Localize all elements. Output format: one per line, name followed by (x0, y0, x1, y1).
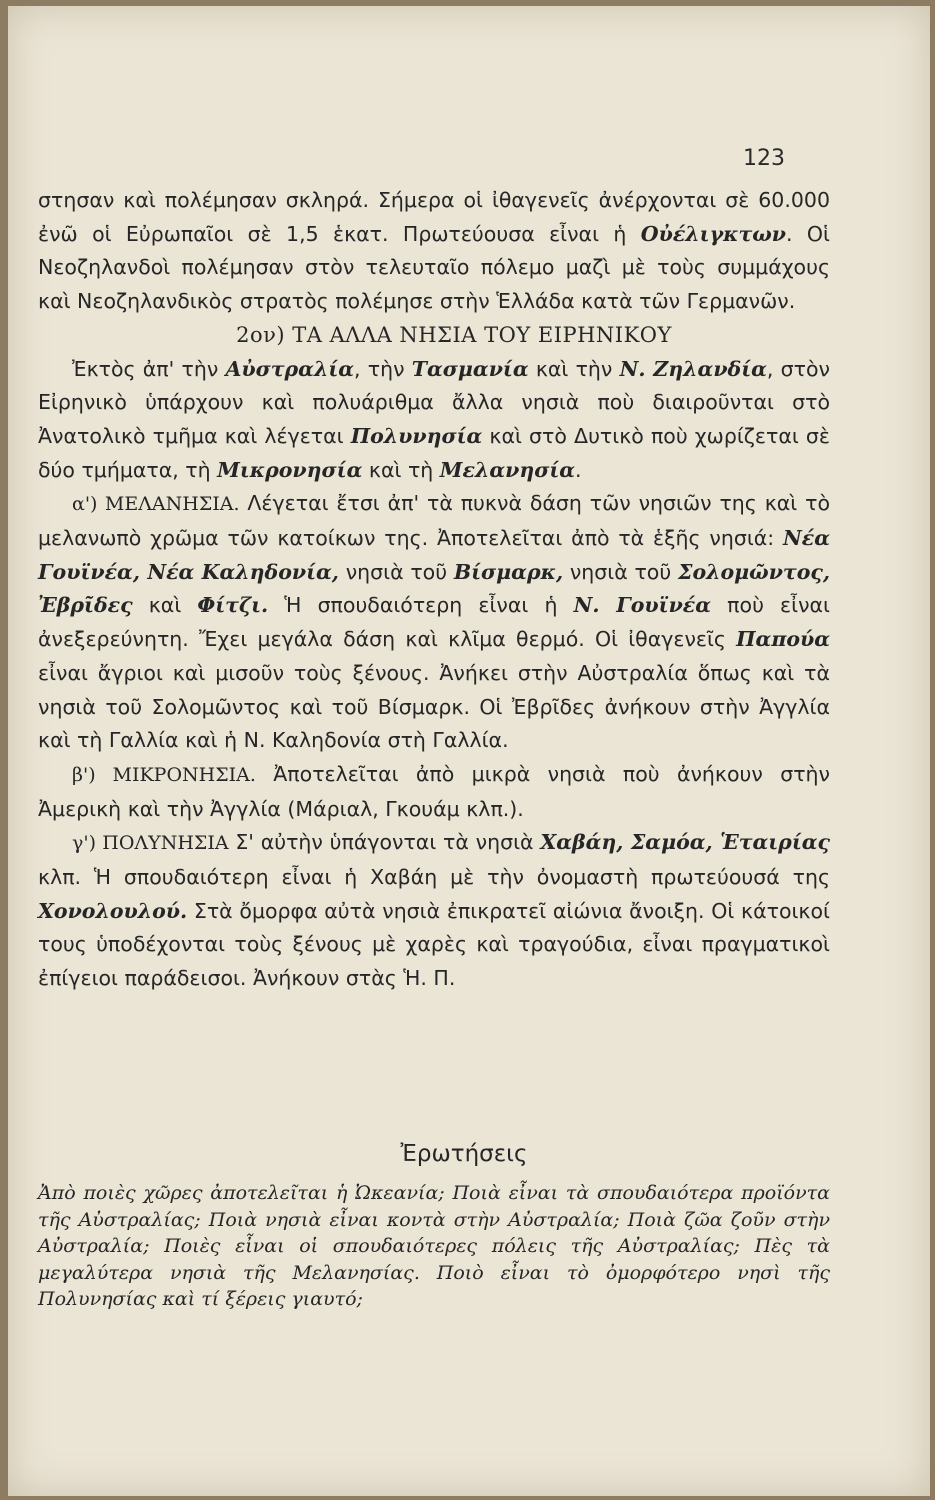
text-span: νησιὰ τοῦ (563, 559, 678, 584)
text-span: καὶ τὴ (362, 457, 440, 482)
place-name: Χονολουλού. (38, 898, 188, 923)
text-span: Σ' αὐτὴν ὑπάγονται τὰ νησιὰ (228, 830, 541, 855)
questions-title: Ἐρωτήσεις (400, 1141, 528, 1167)
place-name: Χαβάη, Σαμόα, Ἑταιρίας (540, 830, 830, 855)
text-span: . (575, 457, 582, 482)
questions-text: Ἀπὸ ποιὲς χῶρες ἀποτελεῖται ἡ Ὠκεανία; Ποιὰ εἶναι τὰ σπουδαιότερα προϊόντα τῆς Αὐστραλίας; Ποιὰ νησιὰ εἶναι κοντὰ στὴν Αὐστραλία; Ποιὰ ζῶα ζοῦν στὴν Αὐστραλία; Ποιὲς εἶναι οἱ σπουδαιότερες πόλεις τῆς Αὐστραλίας; Πὲς τὰ μεγαλύτερα νησιὰ τῆς Μελανησίας. Ποιὸ εἶναι τὸ ὀμορφότερο νησὶ τῆς Πολυνησίας καὶ τί ξέρεις γιαυτό; (38, 1182, 830, 1310)
place-name: Σολομῶντος, Ἐβρῖδες (38, 559, 831, 618)
subsection-label: γ') ΠΟΛΥΝΗΣΙΑ (72, 832, 229, 855)
text-span: στησαν καὶ πολέμησαν σκληρά. Σήμερα οἱ ἰθαγενεῖς ἀνέρχονται σὲ 60.000 ἐνῶ οἱ Εὐρωπαῖοι σὲ 1,5 ἑκατ. Πρωτεύουσα εἶναι ἡ (38, 188, 830, 246)
place-name: Μελανησία (439, 457, 576, 482)
text-span: Ἡ σπουδαιότερη εἶναι ἡ (268, 593, 574, 618)
text-span: καὶ (132, 593, 198, 618)
text-span: εἶναι ἄγριοι καὶ μισοῦν τοὺς ξένους. Ἀνήκει στὴν Αὐστραλία ὅπως καὶ τὰ νησιὰ τοῦ Σολομῶντος καὶ τοῦ Βίσμαρκ. Οἱ Ἐβρῖδες ἀνήκουν στὴν Ἀγγλία καὶ τὴ Γαλλία καὶ ἡ Ν. Καληδονία στὴ Γαλλία. (38, 660, 830, 753)
place-name: Αὐστραλία (225, 356, 355, 381)
place-name: Παπούα (736, 627, 830, 652)
subsection-label: β') ΜΙΚΡΟΝΗΣΙΑ. (72, 763, 256, 786)
place-name: Νέα Γουϊνέα, Νέα Καληδονία, (38, 526, 830, 584)
text-span: καὶ στὸ Δυτικὸ ποὺ χωρίζεται σὲ δύο τμήματα, τὴ (38, 423, 830, 482)
place-name: Οὐέλιγκτων (640, 221, 787, 246)
paragraph-melanesia (38, 487, 830, 758)
text-span: Στὰ ὄμορφα αὐτὰ νησιὰ ἐπικρατεῖ αἰώνια ἄνοιξη. Οἱ κάτοικοί τους ὑποδέχονται τοὺς ξένους μὲ χαρὲς καὶ τραγούδια, εἶναι πραγματικοὶ ἐπίγειοι παράδεισοι. Ἀνήκουν στὰς Ἡ. Π. (38, 898, 830, 991)
paragraph-intro-islands (38, 353, 830, 488)
text-span: Λέγεται ἔτσι ἀπ' τὰ πυκνὰ δάση τῶν νησιῶν της καὶ τὸ μελανωπὸ χρῶμα τῶν κατοίκων της. Ἀποτελεῖται ἀπὸ τὰ ἑξῆς νησιά: (38, 491, 830, 551)
place-name: Πολυνησία (350, 423, 483, 448)
body-text (38, 184, 830, 996)
book-page (8, 6, 930, 1496)
text-span: νησιὰ τοῦ (338, 559, 454, 584)
paragraph-new-zealand-end (38, 184, 830, 319)
place-name: Βίσμαρκ, (453, 559, 564, 584)
section-title: 2ον) ΤΑ ΑΛΛΑ ΝΗΣΙΑ ΤΟΥ ΕΙΡΗΝΙΚΟΥ (236, 322, 672, 347)
place-name: Ν. Γουϊνέα (573, 593, 712, 618)
paragraph-micronesia (38, 758, 830, 826)
text-span: , στὸν Εἰρηνικὸ ὑπάρχουν καὶ πολυάριθμα ἄλλα νησιὰ ποὺ διαιροῦνται στὸ Ἀνατολικὸ τμῆμα καὶ λέγεται (38, 356, 830, 448)
subsection-label: α') ΜΕΛΑΝΗΣΙΑ. (72, 493, 240, 516)
place-name: Ν. Ζηλανδία (619, 356, 767, 381)
paragraph-polynesia (38, 826, 830, 996)
text-span: ποὺ εἶναι ἀνεξερεύνητη. Ἔχει μεγάλα δάση καὶ κλῖμα θερμό. Οἱ ἰθαγενεῖς (38, 593, 830, 652)
text-span: , τὴν (354, 356, 412, 381)
place-name: Τασμανία (411, 356, 529, 381)
text-span: κλπ. Ἡ σπουδαιότερη εἶναι ἡ Χαβάη μὲ τὴν ὀνομαστὴ πρωτεύουσά της (38, 865, 830, 890)
text-span: Ἀποτελεῖται ἀπὸ μικρὰ νησιὰ ποὺ ἀνήκουν στὴν Ἀμερικὴ καὶ τὴν Ἀγγλία (Μάριαλ, Γκουάμ κλπ.). (38, 761, 830, 821)
text-span: καὶ τὴν (528, 356, 620, 381)
place-name: Φίτζι. (197, 593, 269, 618)
text-span: . Οἱ Νεοζηλανδοὶ πολέμησαν στὸν τελευταῖο πόλεμο μαζὶ μὲ τοὺς συμμάχους καὶ Νεοζηλανδικὸς στρατὸς πολέμησε στὴν Ἑλλάδα κατὰ τῶν Γερμανῶν. (38, 221, 830, 314)
text-span: Ἐκτὸς ἀπ' τὴν (72, 356, 226, 381)
place-name: Μικρονησία (217, 457, 363, 482)
page-number: 123 (743, 146, 785, 171)
